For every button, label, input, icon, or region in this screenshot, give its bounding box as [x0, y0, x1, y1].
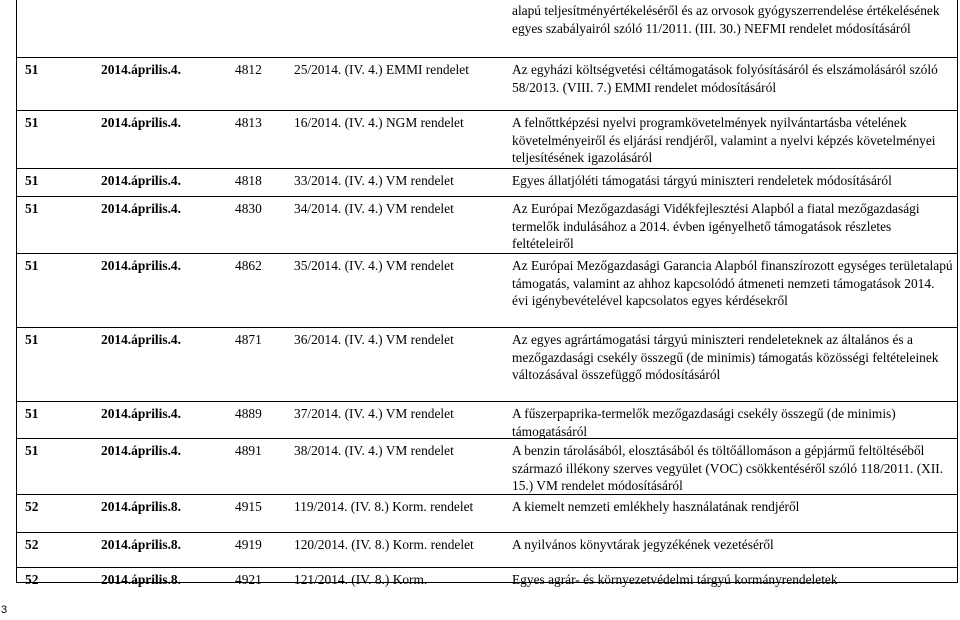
issue-date: 2014.április.4.	[101, 173, 181, 188]
issue-date: 2014.április.8.	[101, 499, 181, 514]
regulation-ref: 33/2014. (IV. 4.) VM rendelet	[294, 173, 454, 188]
issue-number: 51	[25, 258, 39, 273]
regulation-title: A nyilvános könyvtárak jegyzékének vezetéséről	[512, 537, 774, 552]
table-row	[17, 168, 957, 188]
regulation-title: alapú teljesítményértékeléséről és az orvosok gyógyszerrendelése értékelésének egyes szabályairól szóló 11/2011. (III. 30.) NEFMI rendelet módosításáról	[512, 3, 940, 36]
regulation-title: A fűszerpaprika-termelők mezőgazdasági csekély összegű (de minimis) támogatásáról	[512, 406, 896, 439]
regulation-ref: 25/2014. (IV. 4.) EMMI rendelet	[294, 62, 469, 77]
regulation-ref: 38/2014. (IV. 4.) VM rendelet	[294, 443, 454, 458]
page-ref: 4813	[235, 115, 262, 130]
issue-number: 51	[25, 62, 39, 77]
issue-number: 51	[25, 332, 39, 347]
issue-date: 2014.április.4.	[101, 62, 181, 77]
issue-number: 51	[25, 173, 39, 188]
regulation-title: Az Európai Mezőgazdasági Garancia Alapból finanszírozott egységes területalapú támogatás, valamint az ahhoz kapcsolódó átmeneti nemzeti támogatások 2014. évi igénybevételével kapcsolatos egyes kérdésekről	[512, 258, 953, 309]
legislation-table	[16, 0, 958, 587]
regulation-title: A kiemelt nemzeti emlékhely használatának rendjéről	[512, 499, 800, 514]
regulation-ref: 16/2014. (IV. 4.) NGM rendelet	[294, 115, 464, 130]
issue-date: 2014.április.4.	[101, 332, 181, 347]
regulation-title: Egyes agrár- és környezetvédelmi tárgyú kormányrendeletek	[512, 572, 838, 587]
issue-number: 52	[25, 499, 39, 514]
table-row	[17, 401, 957, 439]
page-ref: 4919	[235, 537, 262, 552]
page-ref: 4871	[235, 332, 262, 347]
issue-number: 52	[25, 572, 39, 587]
page-ref: 4862	[235, 258, 262, 273]
regulation-ref: 37/2014. (IV. 4.) VM rendelet	[294, 406, 454, 421]
table-row	[17, 494, 957, 514]
regulation-ref: 36/2014. (IV. 4.) VM rendelet	[294, 332, 454, 347]
issue-date: 2014.április.4.	[101, 406, 181, 421]
table-row	[17, 567, 957, 587]
issue-date: 2014.április.8.	[101, 537, 181, 552]
page-ref: 4915	[235, 499, 262, 514]
issue-number: 52	[25, 537, 39, 552]
regulation-ref: 35/2014. (IV. 4.) VM rendelet	[294, 258, 454, 273]
issue-date: 2014.április.4.	[101, 258, 181, 273]
regulation-title: Az egyes agrártámogatási tárgyú miniszteri rendeleteknek az általános és a mezőgazdasági csekély összegű (de minimis) támogatás közösségi feltételeinek változásával összefüggő módosításáról	[512, 332, 939, 383]
issue-date: 2014.április.4.	[101, 201, 181, 216]
table-row	[17, 196, 957, 252]
regulation-ref: 121/2014. (IV. 8.) Korm.	[294, 572, 428, 587]
issue-date: 2014.április.4.	[101, 443, 181, 458]
regulation-title: A benzin tárolásából, elosztásából és töltőállomáson a gépjármű feltöltéséből származó illékony szerves vegyület (VOC) csökkentéséről szóló 118/2011. (XII. 15.) VM rendelet módosításáról	[512, 443, 944, 494]
page-ref: 4921	[235, 572, 262, 587]
regulation-title: Az Európai Mezőgazdasági Vidékfejlesztési Alapból a fiatal mezőgazdasági termelők indulásához a 2014. évben igényelhető támogatások részletes feltételeiről	[512, 201, 920, 252]
regulation-ref: 119/2014. (IV. 8.) Korm. rendelet	[294, 499, 474, 514]
regulation-ref: 34/2014. (IV. 4.) VM rendelet	[294, 201, 454, 216]
regulation-title: Az egyházi költségvetési céltámogatások folyósításáról és elszámolásáról szóló 58/2013. (VIII. 7.) EMMI rendelet módosításáról	[512, 62, 938, 95]
page-ref: 4830	[235, 201, 262, 216]
page-ref: 4889	[235, 406, 262, 421]
table-row	[17, 57, 957, 95]
page-ref: 4891	[235, 443, 262, 458]
table-row	[17, 438, 957, 494]
issue-number: 51	[25, 406, 39, 421]
table-row	[17, 532, 957, 552]
issue-date: 2014.április.8.	[101, 572, 181, 587]
regulation-title: A felnőttképzési nyelvi programkövetelmények nyilvántartásba vételének követelményeiről és eljárási rendjéről, valamint a nyelvi képzés követelményei teljesítésének igazolásáról	[512, 115, 936, 166]
regulation-ref: 120/2014. (IV. 8.) Korm. rendelet	[294, 537, 474, 552]
page-ref: 4812	[235, 62, 262, 77]
table-row	[17, 253, 957, 309]
issue-number: 51	[25, 201, 39, 216]
page-ref: 4818	[235, 173, 262, 188]
table-row	[17, 110, 957, 166]
table-row	[17, 327, 957, 383]
issue-number: 51	[25, 443, 39, 458]
regulation-title: Egyes állatjóléti támogatási tárgyú miniszteri rendeletek módosításáról	[512, 173, 892, 188]
issue-date: 2014.április.4.	[101, 115, 181, 130]
page-number: 3	[1, 604, 8, 616]
issue-number: 51	[25, 115, 39, 130]
